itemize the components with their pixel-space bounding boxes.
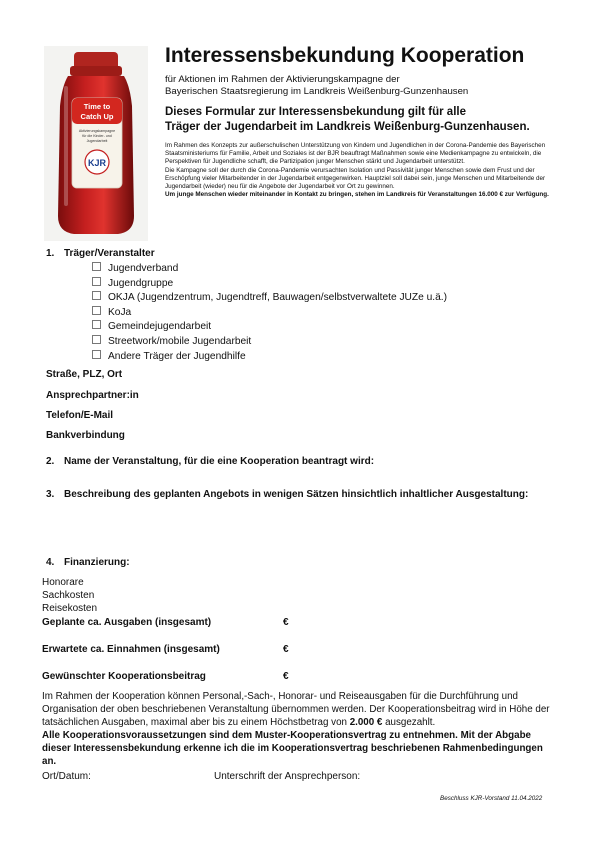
footer-resolution: Beschluss KJR-Vorstand 11.04.2022	[440, 795, 543, 802]
intro-paragraph-3: Um junge Menschen wieder miteinander in Kontakt zu bringen, stehen im Landkreis für Veranstaltungen 16.000 € zur Verfügung.	[165, 191, 549, 199]
field-address-label: Straße, PLZ, Ort	[46, 369, 123, 380]
subtitle	[165, 74, 468, 98]
option-label: KoJa	[108, 306, 132, 318]
cooperation-note-bold: Alle Kooperationsvoraussetzungen sind dem Muster-Kooperationsvertrag zu entnehmen. Mit der Abgabe dieser Interessensbekundung erkenne ich die im Kooperationsvertrag beschriebenen Rahmenbedingungen an.	[42, 730, 543, 767]
svg-text:Aktivierungskampagne: Aktivierungskampagne	[78, 129, 116, 133]
note-text-part-2: ausgezahlt.	[382, 717, 436, 728]
planned-expenses-currency: €	[283, 617, 289, 628]
max-amount: 2.000 €	[349, 717, 383, 728]
field-bank-label: Bankverbindung	[46, 430, 125, 441]
page-title: Interessensbekundung Kooperation	[165, 44, 525, 67]
organizer-options	[92, 262, 447, 364]
option-andere-traeger[interactable]	[92, 350, 447, 365]
expected-income-label: Erwartete ca. Einnahmen (insgesamt)	[42, 644, 220, 655]
intro-paragraph-2: Die Kampagne soll der durch die Corona-Pandemie verursachten Isolation und Passivität junger Menschen sowie dem Frust und der Erschöpfung vieler Mitarbeitender in der Jugendarbeit entgegenwirken. Hauptziel soll dabei sein, junge Menschen und Mitarbeitende der Jugendarbeit (wieder) neu für die Angebote der Jugendarbeit vor Ort zu gewinnen.	[165, 166, 546, 191]
section-2-title: Name der Veranstaltung, für die eine Kooperation beantragt wird:	[64, 456, 375, 467]
svg-text:KJR: KJR	[87, 158, 107, 168]
cost-item-reisekosten: Reisekosten	[42, 603, 98, 614]
checkbox[interactable]	[92, 320, 101, 329]
option-label: OKJA (Jugendzentrum, Jugendtreff, Bauwagen/selbstverwaltete JUZe u.ä.)	[108, 292, 448, 304]
option-label: Andere Träger der Jugendhilfe	[108, 350, 246, 362]
option-okja[interactable]	[92, 291, 447, 306]
option-label: Jugendverband	[108, 263, 179, 274]
checkbox[interactable]	[92, 262, 101, 271]
cost-item-honorare: Honorare	[42, 577, 84, 588]
ketchup-bottle-image	[44, 46, 148, 241]
svg-text:Time to: Time to	[83, 102, 111, 111]
requested-contribution-currency: €	[283, 671, 289, 682]
cost-item-sachkosten: Sachkosten	[42, 590, 95, 601]
svg-text:Jugendarbeit: Jugendarbeit	[86, 139, 108, 143]
subtitle-line-2: Bayerischen Staatsregierung im Landkreis Weißenburg-Gunzenhausen	[165, 86, 469, 97]
intro-paragraph-1: Im Rahmen des Konzepts zur außerschulischen Unterstützung von Kindern und Jugendlichen in der Corona-Pandemie des Bayerischen Staatsministeriums für Familie, Arbeit und Soziales ist der BJR beauftragt Maßnahmen sowie eine Medienkampagne zu entwickeln, die Perspektiven für Jugendliche schafft, die Partizipation junger Menschen stärkt und Jugendarbeit unterstützt.	[165, 142, 546, 166]
ketchup-bottle-illustration	[44, 46, 148, 241]
option-gemeindejugendarbeit[interactable]	[92, 320, 447, 335]
section-2-heading	[46, 456, 374, 467]
svg-text:für die Kinder- und: für die Kinder- und	[82, 134, 112, 138]
signature-label: Unterschrift der Ansprechperson:	[214, 771, 361, 782]
form-title-line-2: Träger der Jugendarbeit im Landkreis Weißenburg-Gunzenhausen.	[165, 121, 530, 133]
subtitle-line-1: für Aktionen im Rahmen der Aktivierungskampagne der	[165, 74, 400, 85]
planned-expenses-label: Geplante ca. Ausgaben (insgesamt)	[42, 617, 212, 628]
form-title-line-1: Dieses Formular zur Interessensbekundung gilt für alle	[165, 106, 466, 118]
option-label: Gemeindejugendarbeit	[108, 321, 212, 333]
section-2-number: 2.	[46, 456, 55, 467]
checkbox[interactable]	[92, 335, 101, 344]
section-1-title: Träger/Veranstalter	[64, 248, 155, 259]
option-streetwork[interactable]	[92, 335, 447, 350]
svg-text:Catch Up: Catch Up	[80, 112, 114, 121]
checkbox[interactable]	[92, 350, 101, 359]
checkbox[interactable]	[92, 291, 101, 300]
place-date-label: Ort/Datum:	[42, 771, 91, 782]
section-3-number: 3.	[46, 489, 55, 500]
section-1-number: 1.	[46, 248, 55, 259]
section-4-heading	[46, 557, 130, 568]
checkbox[interactable]	[92, 277, 101, 286]
field-contact-label: Ansprechpartner:in	[46, 390, 139, 401]
requested-contribution-label: Gewünschter Kooperationsbeitrag	[42, 671, 206, 682]
cost-items	[42, 576, 97, 615]
form-title	[165, 105, 530, 135]
section-3-title: Beschreibung des geplanten Angebots in wenigen Sätzen hinsichtlich inhaltlicher Ausgestaltung:	[64, 489, 529, 500]
field-phone-label: Telefon/E-Mail	[46, 410, 114, 421]
cooperation-note	[42, 690, 552, 768]
option-jugendgruppe[interactable]	[92, 277, 447, 292]
option-jugendverband[interactable]	[92, 262, 447, 277]
expected-income-currency: €	[283, 644, 289, 655]
section-3-heading	[46, 489, 528, 500]
option-label: Jugendgruppe	[108, 277, 174, 289]
section-4-number: 4.	[46, 557, 55, 568]
option-label: Streetwork/mobile Jugendarbeit	[108, 335, 252, 347]
option-koja[interactable]	[92, 306, 447, 321]
cooperation-note-text	[42, 690, 552, 729]
section-4-title: Finanzierung:	[64, 557, 130, 568]
section-1-heading	[46, 248, 155, 259]
intro-description	[165, 142, 550, 199]
checkbox[interactable]	[92, 306, 101, 315]
note-text-part-1: Im Rahmen der Kooperation können Personal,-Sach-, Honorar- und Reiseausgaben für die Durchführung und Organisation der oben beschriebenen Veranstaltung übernommen werden. Der Kooperationsbeitrag wird in Höhe der tatsächlichen Ausgaben, maximal aber bis zu einem Höchstbetrag von	[42, 691, 550, 728]
